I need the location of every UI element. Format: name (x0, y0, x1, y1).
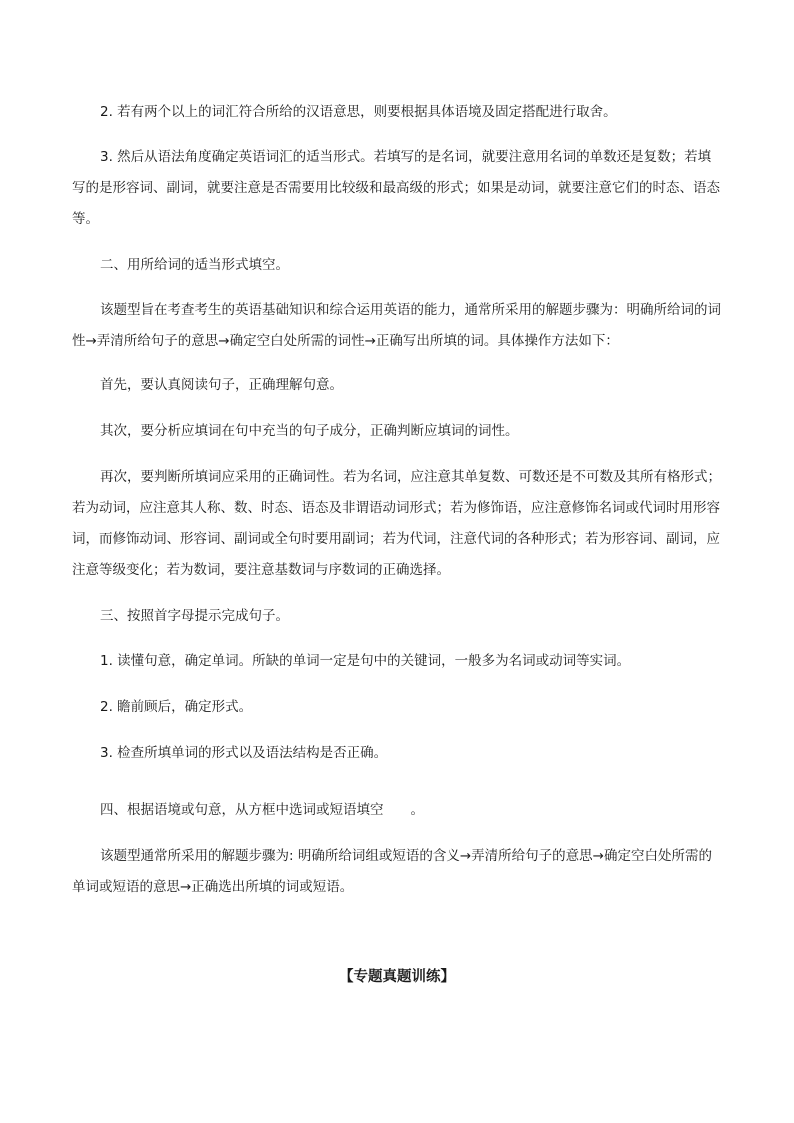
section-heading-4: 四、根据语境或句意，从方框中选词或短语填空 。 (100, 802, 424, 818)
paragraph-step-2: 2. 若有两个以上的词汇符合所给的汉语意思，则要根据具体语境及固定搭配进行取舍。 (100, 104, 617, 120)
paragraph-3-step-3: 3. 检查所填单词的形式以及语法结构是否正确。 (100, 745, 388, 761)
paragraph-section-2-intro: 该题型旨在考查考生的英语基础知识和综合运用英语的能力，通常所采用的解题步骤为：明确所给词的词性→弄清所给句子的意思→确定空白处所需的词性→正确写出所填的词。具体操作方法如下： (72, 302, 721, 349)
paragraph-third: 再次，要判断所填词应采用的正确词性。若为名词，应注意其单复数、可数还是不可数及其所有格形式；若为动词，应注意其人称、数、时态、语态及非谓语动词形式；若为修饰语，应注意修饰名词或代词时用形容词，而修饰动词、形容词、副词或全句时要用副词；若为代词，注意代词的各种形式；若为形容词、副词，应注意等级变化；若为数词，要注意基数词与序数词的正确选择。 (72, 469, 721, 578)
section-heading-2: 二、用所给词的适当形式填空。 (100, 257, 289, 273)
paragraph-section-4-intro: 该题型通常所采用的解题步骤为: 明确所给词组或短语的含义→弄清所给句子的意思→确定空白处所需的单词或短语的意思→正确选出所填的词或短语。 (72, 848, 712, 895)
paragraph-3-step-2: 2. 瞻前顾后，确定形式。 (100, 699, 253, 715)
section-heading-3: 三、按照首字母提示完成句子。 (100, 608, 289, 624)
section-title-practice: 【专题真题训练】 (339, 969, 455, 985)
paragraph-second: 其次，要分析应填词在句中充当的句子成分，正确判断应填词的词性。 (100, 423, 519, 439)
paragraph-step-3: 3. 然后从语法角度确定英语词汇的适当形式。若填写的是名词，就要注意用名词的单数还是复数；若填写的是形容词、副词，就要注意是否需要用比较级和最高级的形式；如果是动词，就要注意它们的时态、语态等。 (72, 149, 720, 227)
paragraph-3-step-1: 1. 读懂句意，确定单词。所缺的单词一定是句中的关键词，一般多为名词或动词等实词。 (100, 653, 631, 669)
paragraph-first: 首先，要认真阅读句子，正确理解句意。 (100, 377, 343, 393)
